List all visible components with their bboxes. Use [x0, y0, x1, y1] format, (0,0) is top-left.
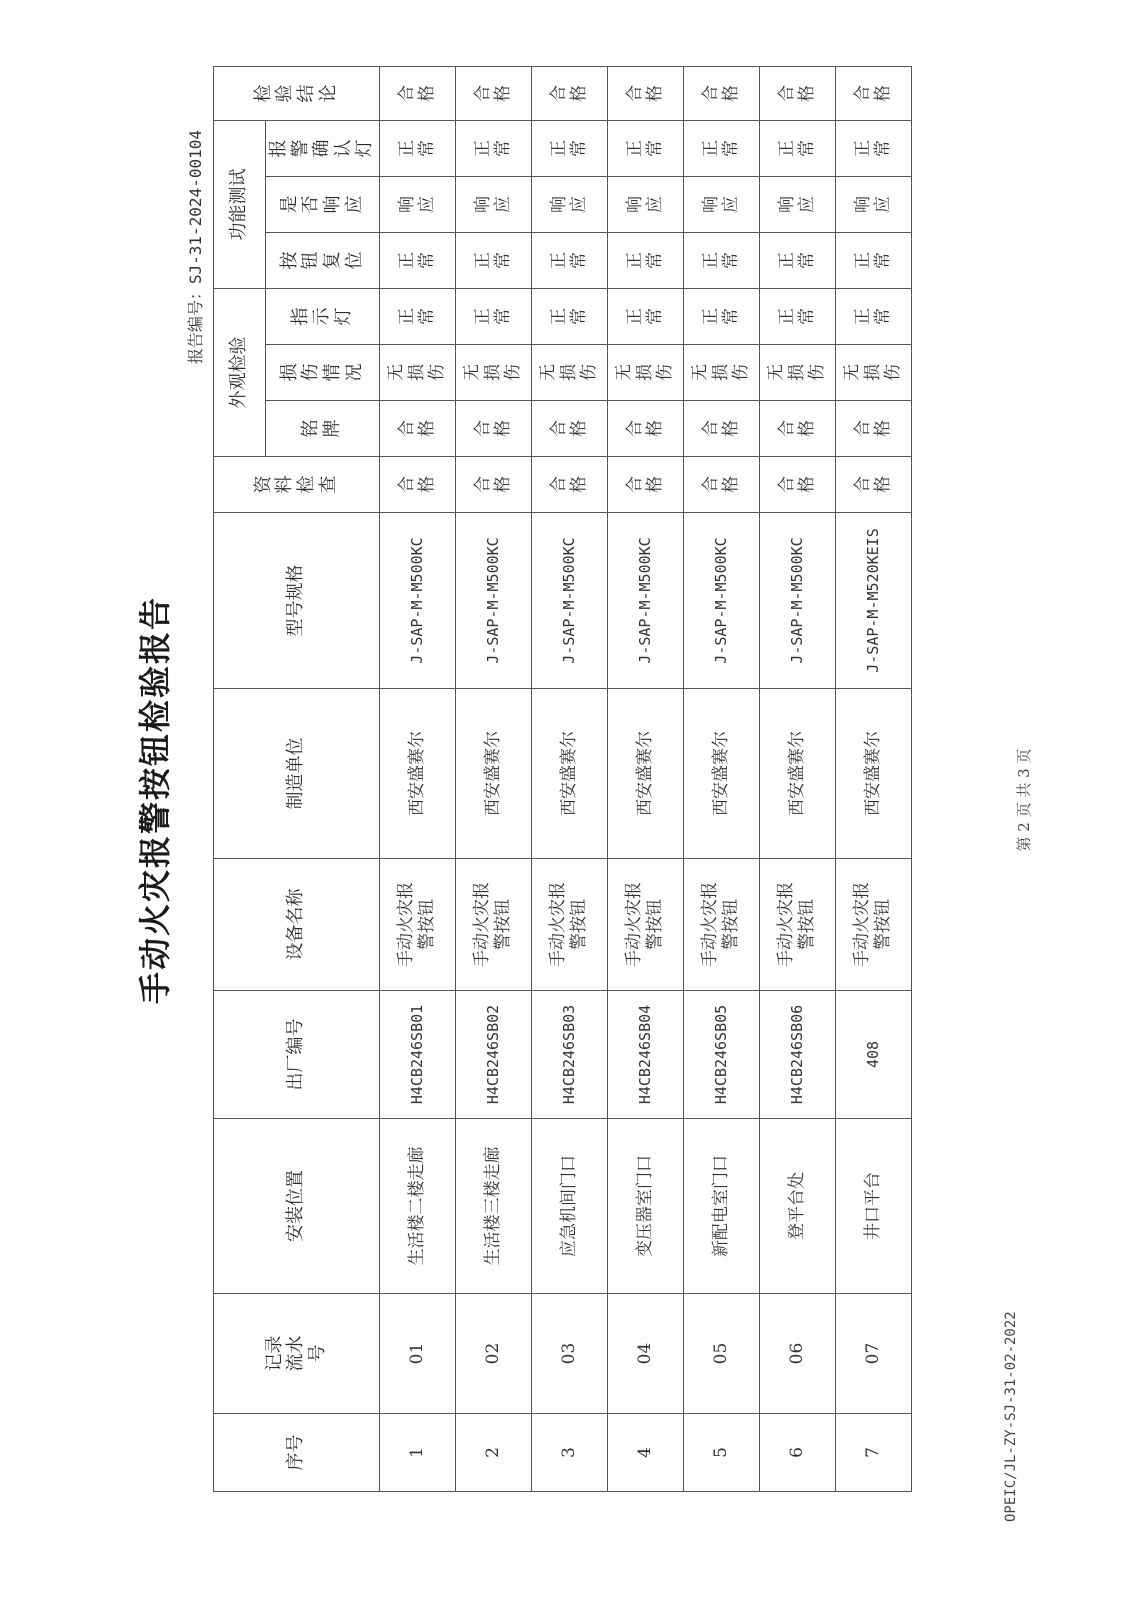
- cell-nameplate: [379, 401, 455, 457]
- cell-indicator: [683, 288, 759, 344]
- cell-alarm-light: [607, 120, 683, 176]
- cell-location: 生活楼二楼走廊: [379, 1119, 455, 1294]
- cell-indicator-text: 正常: [852, 308, 893, 325]
- cell-nameplate: [683, 401, 759, 457]
- cell-conclusion-text: 合格: [472, 84, 513, 102]
- cell-doc-check-text: 合格: [548, 476, 589, 493]
- cell-factory-no: H4CB246SB01: [379, 991, 455, 1119]
- header-conclusion-text: 检验结论: [252, 84, 339, 103]
- cell-alarm-light: [379, 120, 455, 176]
- inspection-table: [213, 66, 912, 1492]
- cell-response-text: 响应: [396, 195, 437, 213]
- cell-conclusion: [455, 66, 531, 120]
- cell-model: J-SAP-M-M520KEIS: [835, 513, 911, 689]
- cell-factory-no: 408: [835, 991, 911, 1119]
- header-response-text: 是否响应: [278, 195, 365, 214]
- header-location: 安装位置: [214, 1119, 380, 1294]
- cell-doc-check-text: 合格: [624, 476, 665, 493]
- cell-factory-no: H4CB246SB03: [531, 991, 607, 1119]
- cell-reset-text: 正常: [396, 251, 437, 269]
- cell-indicator: [455, 288, 531, 344]
- cell-nameplate-text: 合格: [548, 420, 589, 437]
- cell-manufacturer: 西安盛赛尔: [531, 689, 607, 859]
- cell-location: 生活楼三楼走廊: [455, 1119, 531, 1294]
- cell-model: J-SAP-M-M500KC: [683, 513, 759, 689]
- cell-doc-check-text: 合格: [776, 476, 817, 493]
- cell-response-text: 响应: [776, 195, 817, 213]
- table-row: [835, 66, 911, 1491]
- cell-response: [759, 176, 835, 232]
- cell-damage: [759, 345, 835, 401]
- cell-conclusion: [379, 66, 455, 120]
- cell-device-name: 手动火灾报警按钮: [835, 859, 911, 991]
- header-factory-no: 出厂编号: [214, 991, 380, 1119]
- cell-doc-check-text: 合格: [852, 476, 893, 493]
- cell-indicator: [607, 288, 683, 344]
- header-doc-check: [214, 457, 380, 513]
- cell-indicator-text: 正常: [472, 308, 513, 325]
- cell-nameplate-text: 合格: [700, 420, 741, 437]
- cell-conclusion: [759, 66, 835, 120]
- table-row: [607, 66, 683, 1491]
- cell-conclusion-text: 合格: [548, 84, 589, 102]
- cell-conclusion-text: 合格: [624, 84, 665, 102]
- cell-reset: [455, 232, 531, 288]
- cell-damage: [835, 345, 911, 401]
- cell-seq: 2: [455, 1414, 531, 1492]
- report-title: 手动火灾报警按钮检验报告: [136, 596, 174, 1005]
- form-code: OPEIC/JL-ZY-SJ-31-02-2022: [1003, 1311, 1019, 1522]
- report-number: [183, 130, 206, 364]
- cell-nameplate: [607, 401, 683, 457]
- header-damage: [266, 345, 380, 401]
- cell-device-name: 手动火灾报警按钮: [607, 859, 683, 991]
- report-number-label: 报告编号：: [186, 284, 205, 365]
- cell-reset-text: 正常: [700, 251, 741, 269]
- cell-alarm-light-text: 正常: [624, 139, 665, 157]
- cell-record-no: 04: [607, 1294, 683, 1414]
- cell-device-name: 手动火灾报警按钮: [455, 859, 531, 991]
- cell-nameplate: [531, 401, 607, 457]
- header-record-no-text: 记录流水号: [263, 1335, 328, 1372]
- cell-damage-text: 无损伤: [538, 364, 600, 381]
- cell-damage: [531, 345, 607, 401]
- cell-seq: 7: [835, 1414, 911, 1492]
- cell-reset-text: 正常: [472, 251, 513, 269]
- cell-record-no: 01: [379, 1294, 455, 1414]
- cell-conclusion-text: 合格: [396, 84, 437, 102]
- cell-conclusion-text: 合格: [852, 84, 893, 102]
- cell-record-no: 07: [835, 1294, 911, 1414]
- header-response: [266, 176, 380, 232]
- cell-damage: [455, 345, 531, 401]
- cell-alarm-light: [683, 120, 759, 176]
- cell-indicator-text: 正常: [396, 308, 437, 325]
- cell-seq: 4: [607, 1414, 683, 1492]
- header-device-name: 设备名称: [214, 859, 380, 991]
- cell-reset: [683, 232, 759, 288]
- cell-model: J-SAP-M-M500KC: [455, 513, 531, 689]
- header-function: 功能测试: [214, 120, 266, 288]
- cell-doc-check-text: 合格: [472, 476, 513, 493]
- cell-damage-text: 无损伤: [386, 364, 448, 381]
- cell-indicator-text: 正常: [624, 308, 665, 325]
- cell-location: 变压器室门口: [607, 1119, 683, 1294]
- cell-response-text: 响应: [852, 195, 893, 213]
- cell-doc-check-text: 合格: [396, 476, 437, 493]
- header-record-no: [214, 1294, 380, 1414]
- cell-location: 登平台处: [759, 1119, 835, 1294]
- header-seq: 序号: [214, 1414, 380, 1492]
- cell-manufacturer: 西安盛赛尔: [379, 689, 455, 859]
- cell-nameplate-text: 合格: [472, 420, 513, 437]
- cell-reset-text: 正常: [548, 251, 589, 269]
- cell-location: 应急机间门口: [531, 1119, 607, 1294]
- header-alarm-light: [266, 120, 380, 176]
- cell-response: [379, 176, 455, 232]
- cell-reset: [379, 232, 455, 288]
- header-damage-text: 损伤情况: [278, 363, 365, 382]
- cell-conclusion: [683, 66, 759, 120]
- cell-response-text: 响应: [472, 195, 513, 213]
- header-appearance: 外观检验: [214, 288, 266, 456]
- cell-manufacturer: 西安盛赛尔: [683, 689, 759, 859]
- cell-factory-no: H4CB246SB06: [759, 991, 835, 1119]
- cell-reset-text: 正常: [624, 251, 665, 269]
- cell-damage-text: 无损伤: [462, 364, 524, 381]
- header-alarm-light-text: 报警确认灯: [268, 139, 376, 158]
- cell-damage: [379, 345, 455, 401]
- header-indicator: [266, 288, 380, 344]
- page-footer: 第 2 页 共 3 页: [1015, 748, 1033, 852]
- cell-device-name: 手动火灾报警按钮: [759, 859, 835, 991]
- cell-alarm-light-text: 正常: [396, 139, 437, 157]
- cell-damage: [683, 345, 759, 401]
- table-row: [379, 66, 455, 1491]
- cell-seq: 3: [531, 1414, 607, 1492]
- cell-reset-text: 正常: [776, 251, 817, 269]
- table-row: [683, 66, 759, 1491]
- cell-nameplate: [759, 401, 835, 457]
- cell-doc-check-text: 合格: [700, 476, 741, 493]
- cell-factory-no: H4CB246SB05: [683, 991, 759, 1119]
- table-row: [531, 66, 607, 1491]
- table-row: [455, 66, 531, 1491]
- cell-factory-no: H4CB246SB04: [607, 991, 683, 1119]
- cell-doc-check: [607, 457, 683, 513]
- cell-model: J-SAP-M-M500KC: [531, 513, 607, 689]
- cell-alarm-light-text: 正常: [548, 139, 589, 157]
- cell-nameplate-text: 合格: [624, 420, 665, 437]
- report-number-value: SJ-31-2024-00104: [186, 130, 205, 285]
- cell-device-name: 手动火灾报警按钮: [531, 859, 607, 991]
- cell-doc-check: [759, 457, 835, 513]
- cell-seq: 6: [759, 1414, 835, 1492]
- cell-nameplate-text: 合格: [396, 420, 437, 437]
- cell-indicator-text: 正常: [776, 308, 817, 325]
- inspection-table-wrapper: [213, 66, 912, 1492]
- cell-nameplate: [835, 401, 911, 457]
- cell-response-text: 响应: [624, 195, 665, 213]
- cell-indicator: [379, 288, 455, 344]
- cell-response: [531, 176, 607, 232]
- cell-reset: [607, 232, 683, 288]
- header-manufacturer: 制造单位: [214, 689, 380, 859]
- cell-doc-check: [455, 457, 531, 513]
- cell-record-no: 02: [455, 1294, 531, 1414]
- cell-indicator: [759, 288, 835, 344]
- cell-doc-check: [835, 457, 911, 513]
- cell-alarm-light: [759, 120, 835, 176]
- cell-indicator: [531, 288, 607, 344]
- cell-response: [683, 176, 759, 232]
- cell-alarm-light-text: 正常: [776, 139, 817, 157]
- header-doc-check-text: 资料检查: [252, 475, 339, 494]
- cell-response: [835, 176, 911, 232]
- header-reset-text: 按钮复位: [278, 251, 365, 270]
- cell-doc-check: [379, 457, 455, 513]
- table-header-row-1: [214, 66, 266, 1491]
- cell-reset: [835, 232, 911, 288]
- cell-alarm-light: [455, 120, 531, 176]
- cell-location: 新配电室门口: [683, 1119, 759, 1294]
- cell-manufacturer: 西安盛赛尔: [607, 689, 683, 859]
- cell-doc-check: [683, 457, 759, 513]
- cell-response: [455, 176, 531, 232]
- cell-conclusion: [607, 66, 683, 120]
- cell-nameplate-text: 合格: [776, 420, 817, 437]
- cell-model: J-SAP-M-M500KC: [759, 513, 835, 689]
- cell-manufacturer: 西安盛赛尔: [455, 689, 531, 859]
- cell-response: [607, 176, 683, 232]
- table-body: [379, 66, 911, 1491]
- cell-record-no: 03: [531, 1294, 607, 1414]
- cell-reset-text: 正常: [852, 251, 893, 269]
- cell-indicator-text: 正常: [700, 308, 741, 325]
- cell-response-text: 响应: [700, 195, 741, 213]
- header-model: 型号规格: [214, 513, 380, 689]
- header-indicator-text: 指示灯: [289, 307, 354, 326]
- cell-damage-text: 无损伤: [690, 364, 752, 381]
- cell-device-name: 手动火灾报警按钮: [683, 859, 759, 991]
- cell-manufacturer: 西安盛赛尔: [759, 689, 835, 859]
- cell-alarm-light-text: 正常: [852, 139, 893, 157]
- header-reset: [266, 232, 380, 288]
- cell-nameplate-text: 合格: [852, 420, 893, 437]
- cell-indicator: [835, 288, 911, 344]
- cell-location: 井口平台: [835, 1119, 911, 1294]
- cell-alarm-light: [835, 120, 911, 176]
- cell-alarm-light-text: 正常: [472, 139, 513, 157]
- cell-response-text: 响应: [548, 195, 589, 213]
- cell-alarm-light-text: 正常: [700, 139, 741, 157]
- cell-factory-no: H4CB246SB02: [455, 991, 531, 1119]
- cell-doc-check: [531, 457, 607, 513]
- header-nameplate-text: 铭牌: [300, 419, 343, 438]
- cell-conclusion: [531, 66, 607, 120]
- cell-manufacturer: 西安盛赛尔: [835, 689, 911, 859]
- table-row: [759, 66, 835, 1491]
- cell-record-no: 05: [683, 1294, 759, 1414]
- cell-damage-text: 无损伤: [766, 364, 828, 381]
- cell-seq: 5: [683, 1414, 759, 1492]
- cell-record-no: 06: [759, 1294, 835, 1414]
- header-nameplate: [266, 401, 380, 457]
- cell-reset: [759, 232, 835, 288]
- cell-nameplate: [455, 401, 531, 457]
- cell-damage: [607, 345, 683, 401]
- cell-damage-text: 无损伤: [842, 364, 904, 381]
- cell-indicator-text: 正常: [548, 308, 589, 325]
- cell-model: J-SAP-M-M500KC: [607, 513, 683, 689]
- cell-device-name: 手动火灾报警按钮: [379, 859, 455, 991]
- cell-conclusion-text: 合格: [776, 84, 817, 102]
- cell-alarm-light: [531, 120, 607, 176]
- header-conclusion: [214, 66, 380, 120]
- cell-damage-text: 无损伤: [614, 364, 676, 381]
- cell-conclusion: [835, 66, 911, 120]
- cell-reset: [531, 232, 607, 288]
- cell-conclusion-text: 合格: [700, 84, 741, 102]
- cell-model: J-SAP-M-M500KC: [379, 513, 455, 689]
- cell-seq: 1: [379, 1414, 455, 1492]
